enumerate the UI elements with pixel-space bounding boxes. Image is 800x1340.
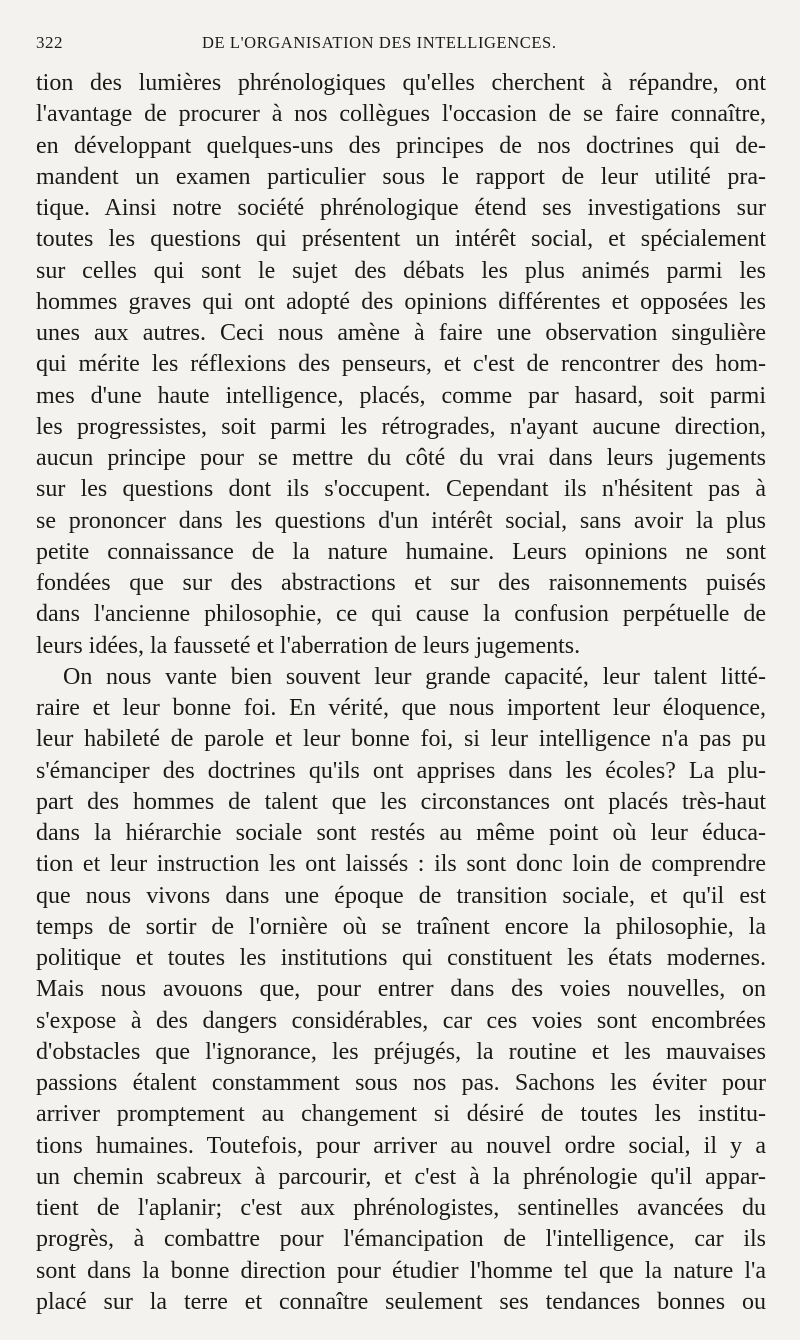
text-line: d'obstacles que l'ignorance, les préjugés, la routine et les mauvaises — [36, 1038, 766, 1065]
text-line: tique. Ainsi notre société phrénologique étend ses investigations sur — [36, 195, 766, 221]
text-line: aucun principe pour se mettre du côté du vrai dans leurs jugements — [36, 445, 766, 471]
text-line: temps de sortir de l'ornière où se traînent encore la philosophie, la — [36, 913, 766, 940]
text-line: petite connaissance de la nature humaine. Leurs opinions ne sont — [36, 538, 766, 565]
text-line: raire et leur bonne foi. En vérité, que nous importent leur éloquence, — [36, 695, 766, 721]
text-line: mes d'une haute intelligence, placés, comme par hasard, soit parmi — [36, 382, 766, 409]
page-header — [36, 33, 766, 55]
text-line: en développant quelques-uns des principes de nos doctrines qui de- — [36, 132, 766, 159]
text-line: tion et leur instruction les ont laissés : ils sont donc loin de comprendre — [36, 851, 766, 878]
text-line: dans la hiérarchie sociale sont restés au même point où leur éduca- — [36, 820, 766, 846]
text-line: tions humaines. Toutefois, pour arriver au nouvel ordre social, il y a — [36, 1132, 766, 1159]
text-line: politique et toutes les institutions qui constituent les états modernes. — [36, 945, 766, 971]
text-line: unes aux autres. Ceci nous amène à faire une observation singulière — [36, 320, 766, 346]
page-number: 322 — [36, 33, 63, 52]
text-line: tient de l'aplanir; c'est aux phrénologistes, sentinelles avancées du — [36, 1195, 766, 1221]
text-line: l'avantage de procurer à nos collègues l'occasion de se faire connaître, — [36, 101, 766, 128]
text-line: que nous vivons dans une époque de transition sociale, et qu'il est — [36, 882, 766, 909]
text-line: s'émanciper des doctrines qu'ils ont apprises dans les écoles? La plu- — [36, 757, 766, 784]
text-line: un chemin scabreux à parcourir, et c'est à la phrénologie qu'il appar- — [36, 1163, 766, 1190]
text-line: qui mérite les réflexions des penseurs, et c'est de rencontrer des hom- — [36, 351, 766, 378]
text-line: se prononcer dans les questions d'un intérêt social, sans avoir la plus — [36, 507, 766, 534]
text-line: part des hommes de talent que les circonstances ont placés très-haut — [36, 788, 766, 815]
text-line: passions étalent constamment sous nos pas. Sachons les éviter pour — [36, 1070, 766, 1096]
text-line: progrès, à combattre pour l'émancipation de l'intelligence, car ils — [36, 1226, 766, 1253]
text-line: dans l'ancienne philosophie, ce qui cause la confusion perpétuelle de — [36, 601, 766, 628]
text-line: sont dans la bonne direction pour étudier l'homme tel que la nature l'a — [36, 1257, 766, 1284]
text-line: placé sur la terre et connaître seulement ses tendances bonnes ou — [36, 1288, 766, 1315]
text-line: les progressistes, soit parmi les rétrogrades, n'ayant aucune direction, — [36, 413, 766, 440]
text-line: tion des lumières phrénologiques qu'elles cherchent à répandre, ont — [36, 70, 766, 96]
paragraph-end-line: leurs idées, la fausseté et l'aberration de leurs jugements. — [36, 632, 581, 659]
text-line: fondées que sur des abstractions et sur des raisonnements puisés — [36, 570, 766, 596]
text-line: leur habileté de parole et leur bonne foi, si leur intelligence n'a pas pu — [36, 726, 766, 753]
text-line: mandent un examen particulier sous le rapport de leur utilité pra- — [36, 163, 766, 190]
text-line: arriver promptement au changement si désiré de toutes les institu- — [36, 1101, 766, 1128]
text-line: sur celles qui sont le sujet des débats les plus animés parmi les — [36, 257, 766, 284]
body-text — [36, 68, 766, 1318]
text-line: Mais nous avouons que, pour entrer dans des voies nouvelles, on — [36, 976, 766, 1003]
text-line: hommes graves qui ont adopté des opinions différentes et opposées les — [36, 288, 766, 315]
running-title: DE L'ORGANISATION DES INTELLIGENCES. — [202, 33, 557, 52]
paragraph-start-line: On nous vante bien souvent leur grande capacité, leur talent litté- — [63, 663, 766, 690]
text-line: sur les questions dont ils s'occupent. Cependant ils n'hésitent pas à — [36, 476, 766, 503]
text-line: toutes les questions qui présentent un intérêt social, et spécialement — [36, 226, 766, 253]
text-line: s'expose à des dangers considérables, car ces voies sont encombrées — [36, 1007, 766, 1034]
